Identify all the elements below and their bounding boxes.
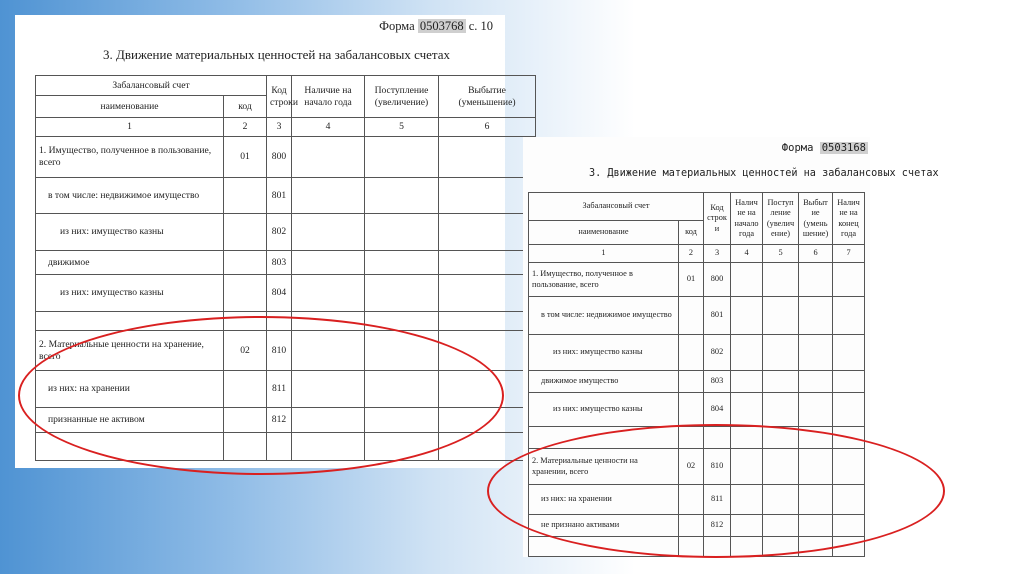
header-col5: Поступление (увеличение) xyxy=(365,76,439,118)
header-col6: Выбытие (уменьшение) xyxy=(439,76,536,118)
col-num: 2 xyxy=(224,118,267,137)
table-row xyxy=(36,371,536,408)
header-code: код xyxy=(224,96,267,118)
row-name: в том числе: недвижимое имущество xyxy=(529,297,679,335)
row-line: 812 xyxy=(704,515,731,537)
header-line-code: Код строк и xyxy=(704,193,731,245)
header-col4: Налич не на начало года xyxy=(731,193,763,245)
table-row xyxy=(529,427,865,449)
table-row xyxy=(529,537,865,557)
row-name: в том числе: недвижимое имущество xyxy=(36,178,224,214)
row-name: из них: имущество казны xyxy=(36,275,224,312)
header-col7: Налич не на конец года xyxy=(833,193,865,245)
col-num: 3 xyxy=(704,245,731,263)
row-line: 811 xyxy=(704,485,731,515)
table-row xyxy=(529,335,865,371)
header-line-code: Код строки xyxy=(267,76,292,118)
form-number: 0503768 xyxy=(419,19,464,33)
table-row xyxy=(36,433,536,461)
row-code xyxy=(224,408,267,433)
table-row xyxy=(36,137,536,178)
header-col5: Поступ ление (увелич ение) xyxy=(763,193,799,245)
row-name: из них: на хранении xyxy=(529,485,679,515)
row-line: 803 xyxy=(704,371,731,393)
row-line: 810 xyxy=(267,331,292,371)
header-name: наименование xyxy=(36,96,224,118)
col-num: 4 xyxy=(731,245,763,263)
table-row xyxy=(529,485,865,515)
row-line: 804 xyxy=(704,393,731,427)
col-num: 1 xyxy=(529,245,679,263)
row-name: из них: на хранении xyxy=(36,371,224,408)
table-row xyxy=(529,297,865,335)
row-name: 1. Имущество, полученное в пользование, всего xyxy=(36,137,224,178)
offbalance-table xyxy=(528,192,865,557)
row-name: 1. Имущество, полученное в пользование, всего xyxy=(529,263,679,297)
row-line: 802 xyxy=(704,335,731,371)
row-name: движимое xyxy=(36,251,224,275)
offbalance-table xyxy=(35,75,536,461)
row-code xyxy=(679,485,704,515)
row-name: 2. Материальные ценности на хранение, всего xyxy=(36,331,224,371)
row-code: 02 xyxy=(224,331,267,371)
col-num: 2 xyxy=(679,245,704,263)
table-row xyxy=(529,263,865,297)
form-number-label: Форма 0503168 xyxy=(781,142,866,154)
table-row xyxy=(36,178,536,214)
col-num: 7 xyxy=(833,245,865,263)
header-col4: Наличие на начало года xyxy=(292,76,365,118)
row-code xyxy=(224,178,267,214)
col-num: 4 xyxy=(292,118,365,137)
header-col6: Выбыт ие (умень шение) xyxy=(799,193,833,245)
table-row xyxy=(36,251,536,275)
row-code xyxy=(679,335,704,371)
table-row xyxy=(529,449,865,485)
form-number: 0503168 xyxy=(821,142,866,154)
row-line: 812 xyxy=(267,408,292,433)
row-code xyxy=(224,275,267,312)
section-title: 3. Движение материальных ценностей на забалансовых счетах xyxy=(103,47,451,62)
row-code xyxy=(224,214,267,251)
header-account: Забалансовый счет xyxy=(529,193,704,221)
row-name: не признано активами xyxy=(529,515,679,537)
form-0503168-page xyxy=(523,137,939,557)
row-line: 803 xyxy=(267,251,292,275)
row-name: признанные не активом xyxy=(36,408,224,433)
table-row xyxy=(529,515,865,537)
table-row xyxy=(36,312,536,331)
table-row xyxy=(529,371,865,393)
col-num: 3 xyxy=(267,118,292,137)
table-row xyxy=(36,331,536,371)
row-line: 801 xyxy=(704,297,731,335)
row-name: из них: имущество казны xyxy=(529,335,679,371)
row-code xyxy=(679,297,704,335)
row-line: 804 xyxy=(267,275,292,312)
row-line: 800 xyxy=(704,263,731,297)
row-code: 02 xyxy=(679,449,704,485)
row-code: 01 xyxy=(224,137,267,178)
form-number-label: Форма 0503768 с. 10 xyxy=(379,19,493,33)
row-name: из них: имущество казны xyxy=(529,393,679,427)
row-code xyxy=(224,251,267,275)
row-code xyxy=(679,515,704,537)
row-name: движимое имущество xyxy=(529,371,679,393)
table-row xyxy=(36,275,536,312)
row-code: 01 xyxy=(679,263,704,297)
row-line: 811 xyxy=(267,371,292,408)
row-code xyxy=(679,393,704,427)
col-num: 5 xyxy=(763,245,799,263)
row-name: 2. Материальные ценности на хранении, всего xyxy=(529,449,679,485)
table-row xyxy=(36,408,536,433)
table-row xyxy=(529,393,865,427)
row-line: 802 xyxy=(267,214,292,251)
row-line: 801 xyxy=(267,178,292,214)
form-0503768-page xyxy=(15,15,516,468)
table-row xyxy=(36,214,536,251)
row-code xyxy=(224,371,267,408)
row-name: из них: имущество казны xyxy=(36,214,224,251)
col-num: 6 xyxy=(439,118,536,137)
header-account: Забалансовый счет xyxy=(36,76,267,96)
header-code: код xyxy=(679,221,704,245)
row-line: 800 xyxy=(267,137,292,178)
row-line: 810 xyxy=(704,449,731,485)
section-title: 3. Движение материальных ценностей на забалансовых счетах xyxy=(589,168,939,179)
col-num: 5 xyxy=(365,118,439,137)
row-code xyxy=(679,371,704,393)
header-name: наименование xyxy=(529,221,679,245)
col-num: 6 xyxy=(799,245,833,263)
col-num: 1 xyxy=(36,118,224,137)
